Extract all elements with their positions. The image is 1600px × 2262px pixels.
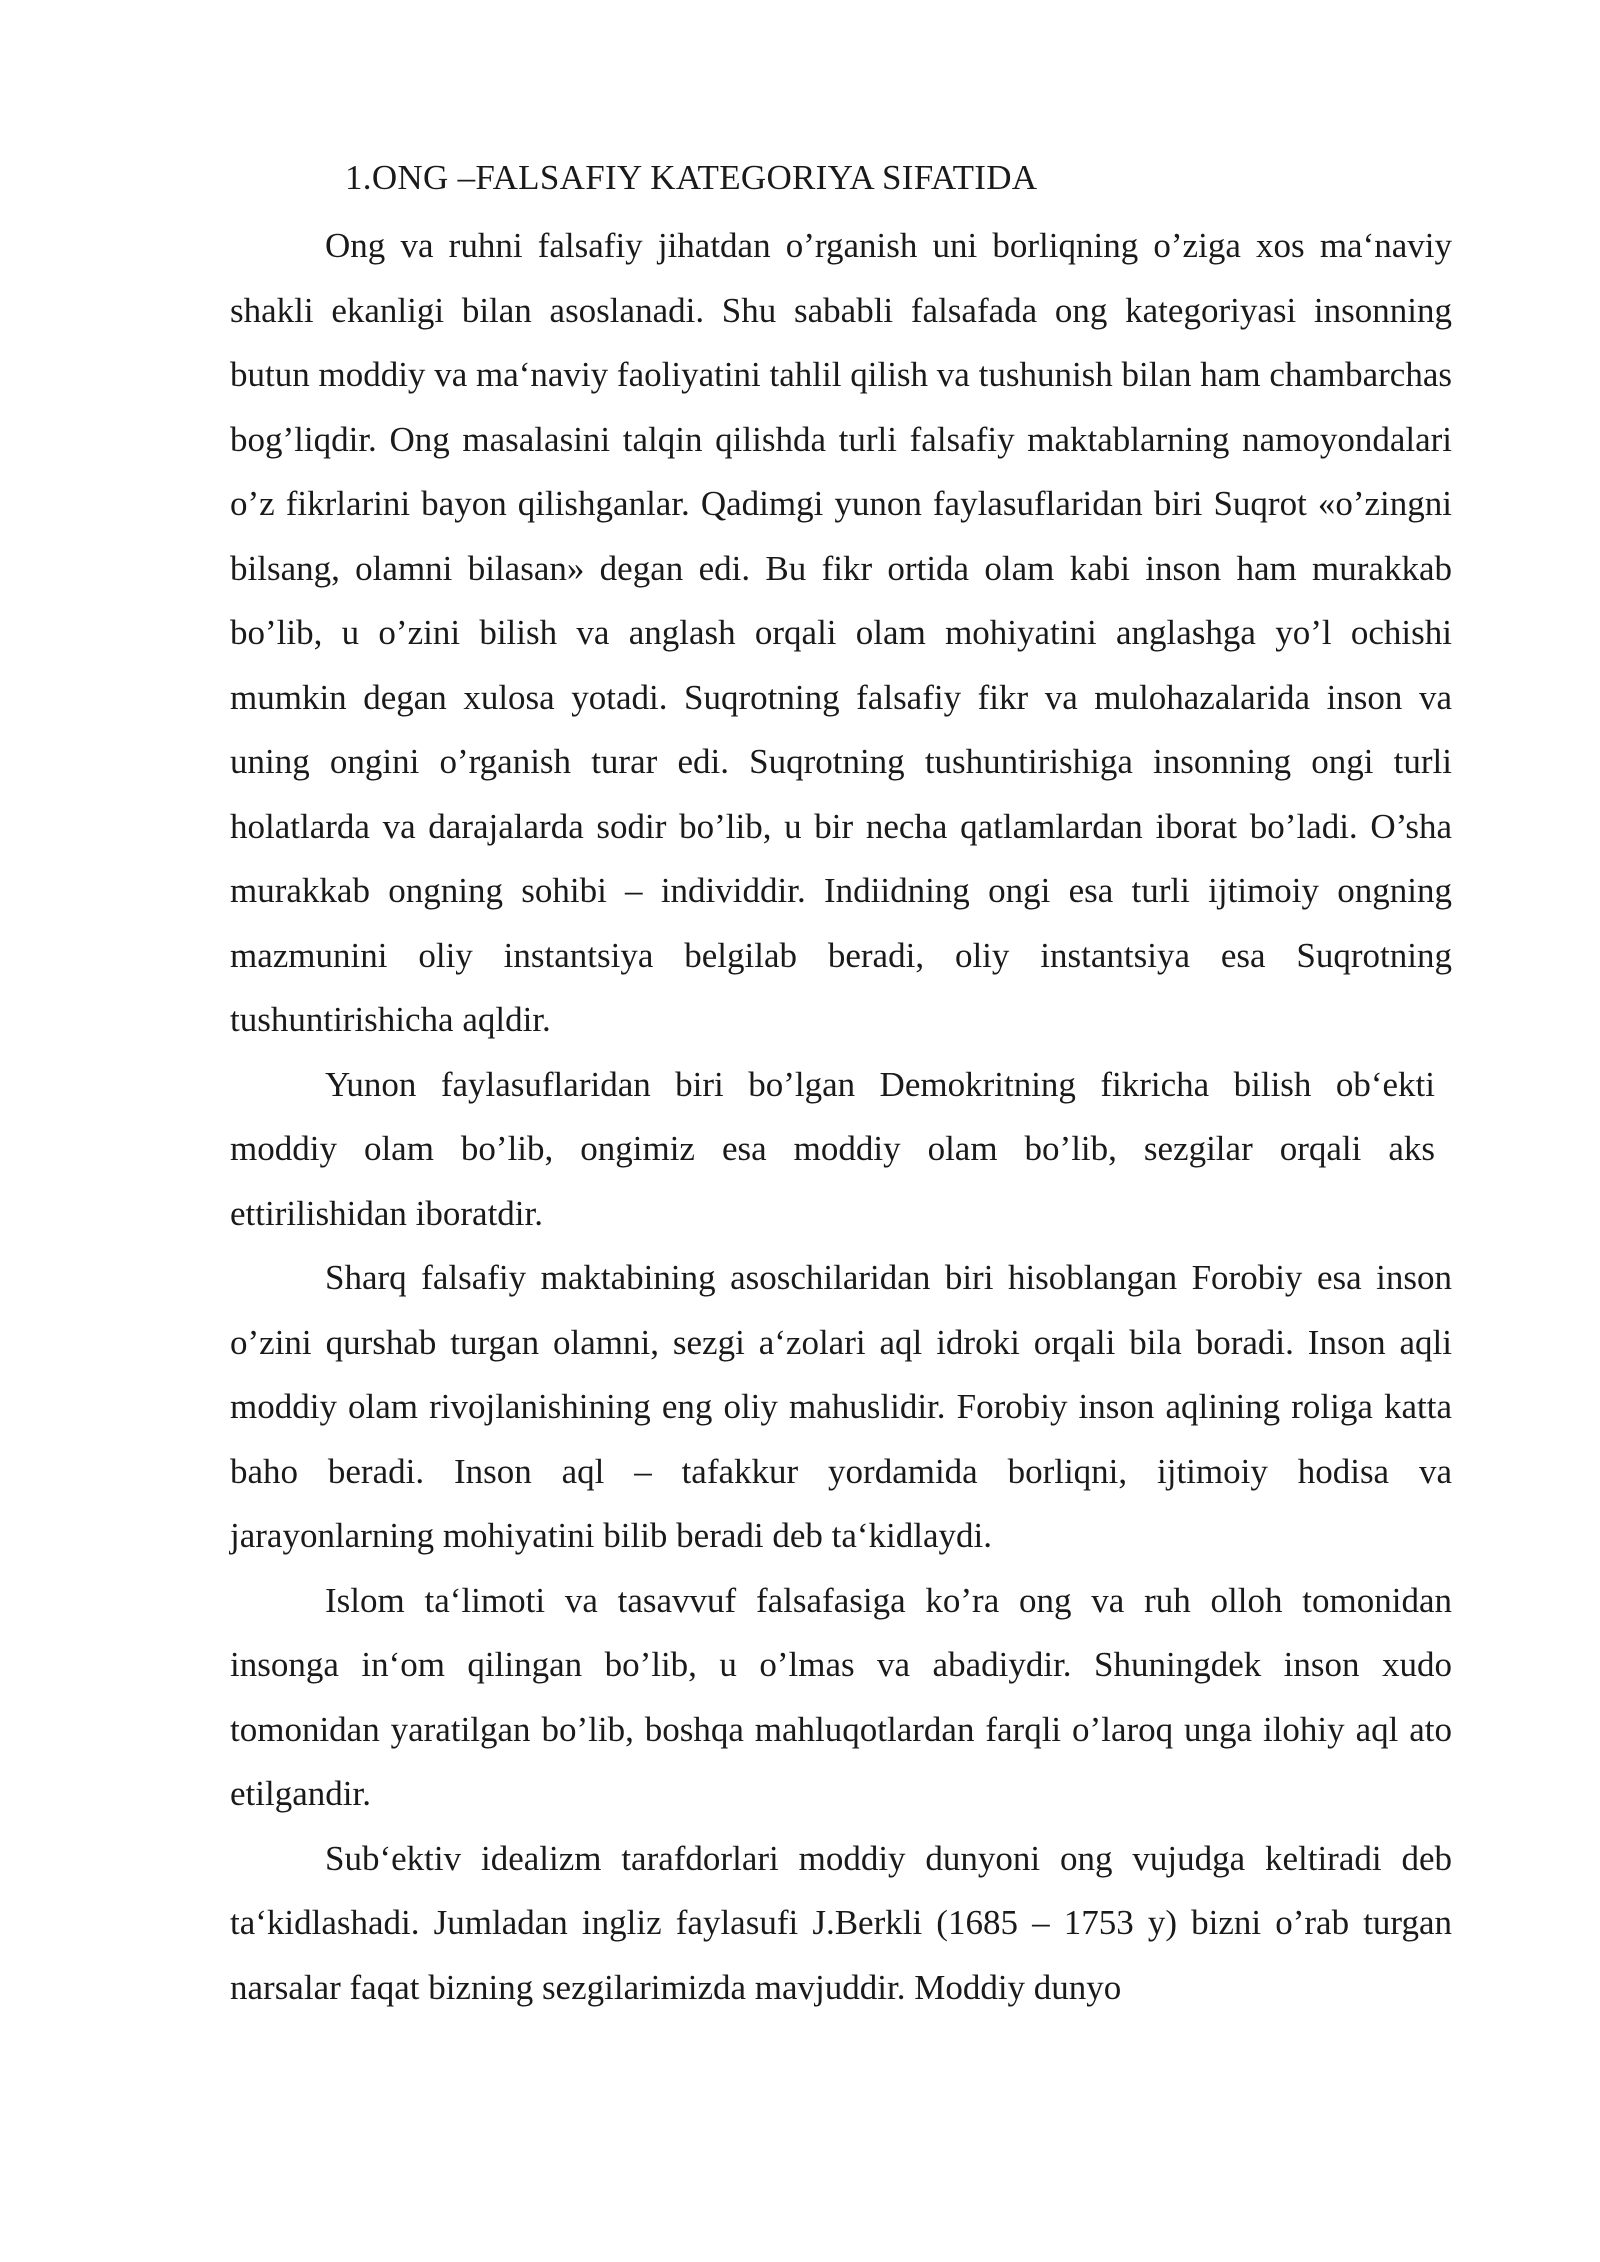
section-heading: 1.ONG –FALSAFIY KATEGORIYA SIFATIDA — [345, 158, 1038, 197]
paragraph-islom: Islom ta‘limoti va tasavvuf falsafasiga ko’ra ong va ruh olloh tomonidan insonga in‘om qilingan bo’lib, u o’lmas va abadiydir. Shuningdek inson xudo tomonidan yaratilgan bo’lib, boshqa mahluqotlardan farqli o’laroq unga ilohiy aql ato etilgandir. — [230, 1580, 1452, 1813]
paragraph-subektiv-idealizm: Sub‘ektiv idealizm tarafdorlari moddiy dunyoni ong vujudga keltiradi deb ta‘kidlashadi. Jumladan ingliz faylasufi J.Berkli (1685 – 1753 y) bizni o’rab turgan narsalar faqat bizning sezgilarimizda mavjuddir. Moddiy dunyo — [230, 1838, 1452, 2007]
document-body — [230, 148, 1452, 2020]
paragraph-demokrit: Yunon faylasuflaridan biri bo’lgan Demokritning fikricha bilish ob‘ekti moddiy olam bo’lib, ongimiz esa moddiy olam bo’lib, sezgilar orqali aks ettirilishidan iboratdir. — [230, 1064, 1435, 1233]
paragraph-forobiy: Sharq falsafiy maktabining asoschilaridan biri hisoblangan Forobiy esa inson o’zini qurshab turgan olamni, sezgi a‘zolari aql idroki orqali bila boradi. Inson aqli moddiy olam rivojlanishining eng oliy mahuslidir. Forobiy inson aqlining roliga katta baho beradi. Inson aql – tafakkur yordamida borliqni, ijtimoiy hodisa va jarayonlarning mohiyatini bilib beradi deb ta‘kidlaydi. — [230, 1258, 1452, 1555]
paragraph-ong-va-ruh: Ong va ruhni falsafiy jihatdan o’rganish uni borliqning o’ziga xos ma‘naviy shakli ekanligi bilan asoslanadi. Shu sababli falsafada ong kategoriyasi insonning butun moddiy va ma‘naviy faoliyatini tahlil qilish va tushunish bilan ham chambarchas bog’liqdir. Ong masalasini talqin qilishda turli falsafiy maktablarning namoyondalari o’z fikrlarini bayon qilishganlar. Qadimgi yunon faylasuflaridan biri Suqrot «o’zingni bilsang, olamni bilasan» degan edi. Bu fikr ortida olam kabi inson ham murakkab bo’lib, u o’zini bilish va anglash orqali olam mohiyatini anglashga yo’l ochishi mumkin degan xulosa yotadi. Suqrotning falsafiy fikr va mulohazalarida inson va uning ongini o’rganish turar edi. Suqrotning tushuntirishiga insonning ongi turli holatlarda va darajalarda sodir bo’lib, u bir necha qatlamlardan iborat bo’ladi. O’sha murakkab ongning sohibi – individdir. Indiidning ongi esa turli ijtimoiy ongning mazmunini oliy instantsiya belgilab beradi, oliy instantsiya esa Suqrotning tushuntirishicha aqldir. — [230, 226, 1452, 1039]
